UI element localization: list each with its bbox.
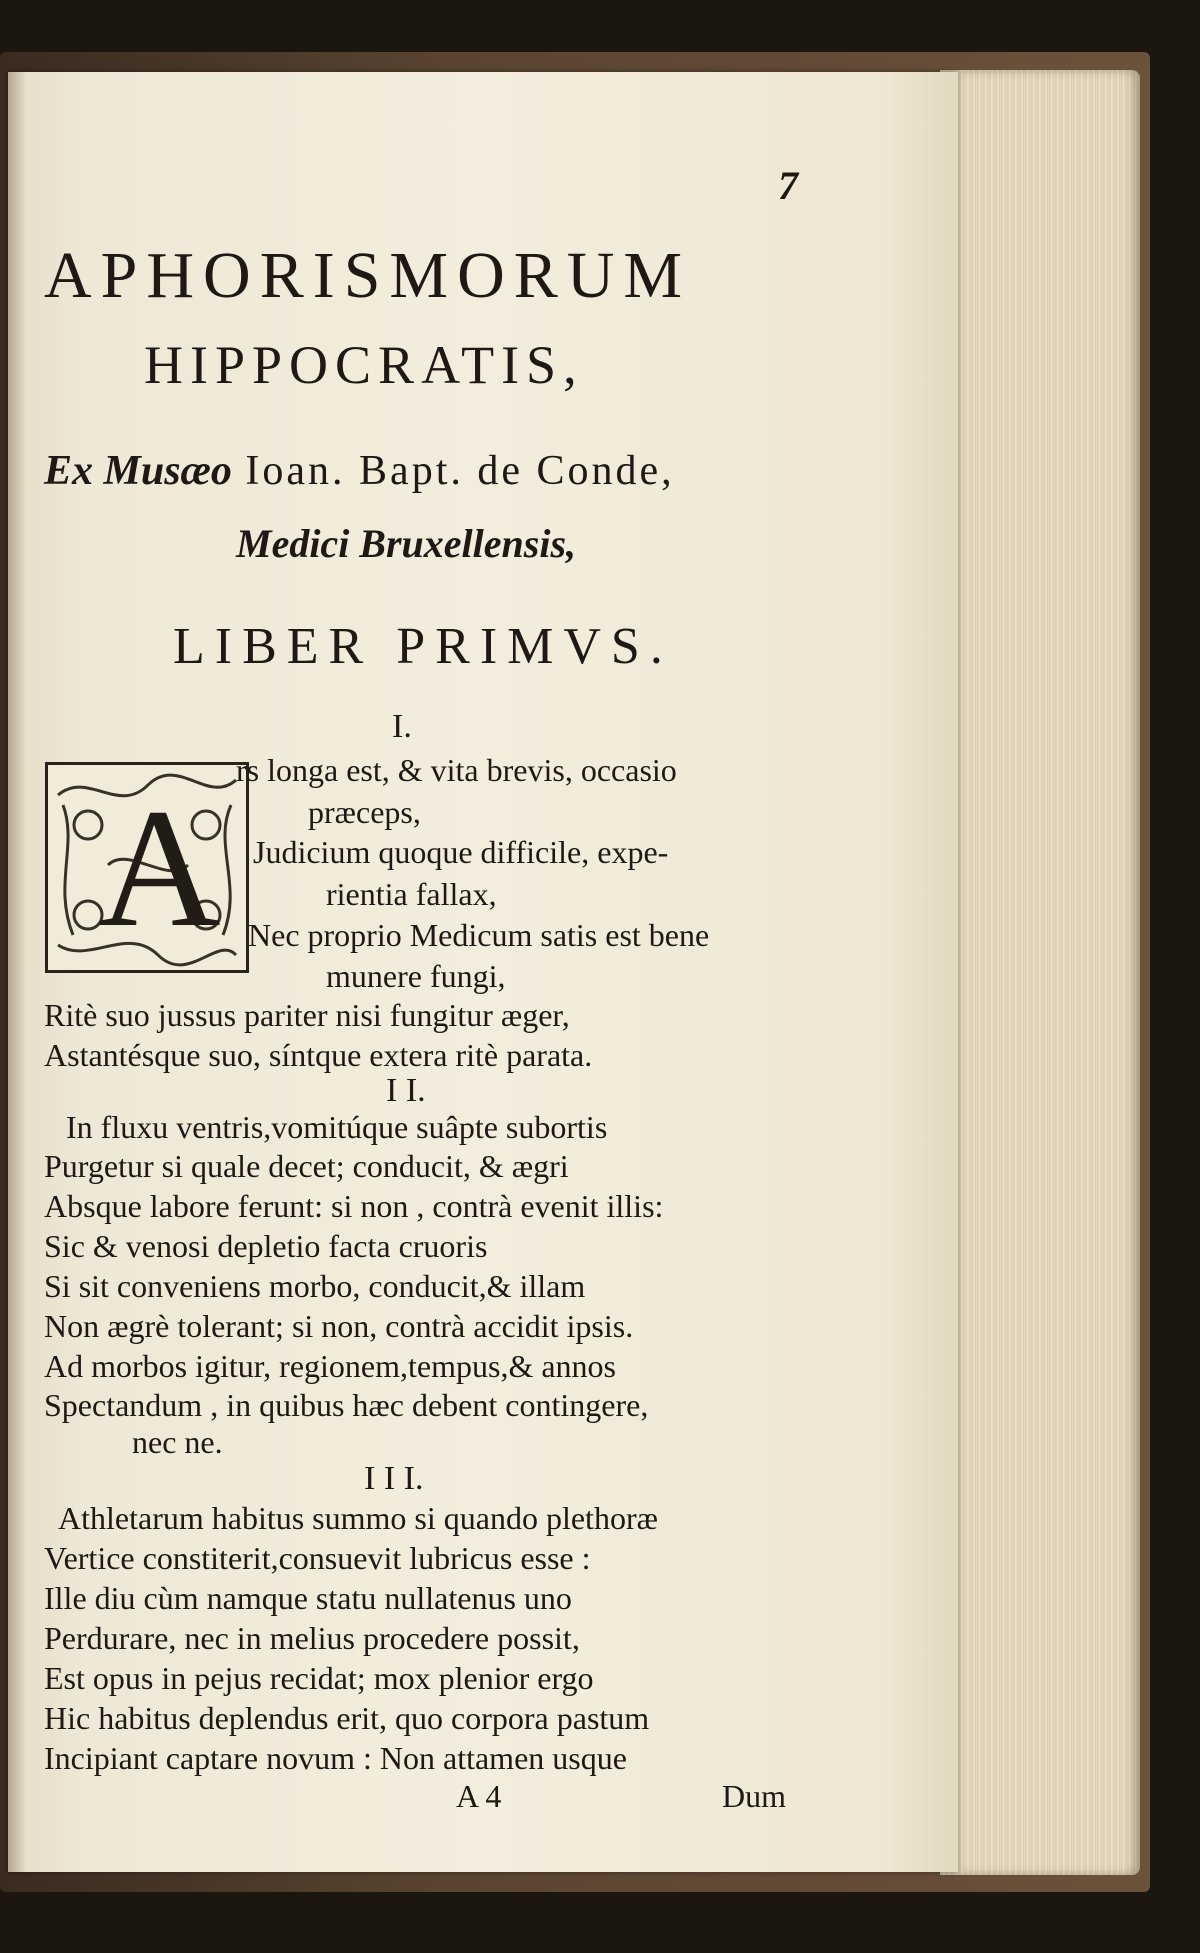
museum-name: Ioan. Bapt. de Conde, bbox=[245, 448, 675, 494]
page-number: 7 bbox=[778, 163, 798, 208]
text-line: Perdurare, nec in melius procedere possit, bbox=[44, 1620, 580, 1656]
catchword: Dum bbox=[722, 1778, 786, 1814]
physician-line: Medici Bruxellensis, bbox=[236, 521, 577, 566]
book-page bbox=[8, 72, 958, 1872]
section-numeral: I I I. bbox=[364, 1460, 424, 1497]
text-line: rs longa est, & vita brevis, occasio bbox=[236, 752, 677, 788]
text-line: munere fungi, bbox=[326, 958, 506, 994]
text-line: Astantésque suo, síntque extera ritè parata. bbox=[44, 1037, 593, 1073]
museum-prefix: Ex Musæo bbox=[44, 448, 232, 494]
text-line: Sic & venosi depletio facta cruoris bbox=[44, 1228, 488, 1264]
title-line-2: HIPPOCRATIS, bbox=[144, 335, 584, 395]
text-line: Nec proprio Medicum satis est bene bbox=[248, 917, 710, 953]
text-line: Est opus in pejus recidat; mox plenior ergo bbox=[44, 1660, 594, 1696]
book-title: LIBER PRIMVS. bbox=[173, 618, 673, 675]
text-line: nec ne. bbox=[132, 1424, 223, 1460]
text-line: Incipiant captare novum : Non attamen usque bbox=[44, 1740, 627, 1776]
text-line: præceps, bbox=[308, 794, 421, 830]
text-line: Ad morbos igitur, regionem,tempus,& annos bbox=[44, 1348, 616, 1384]
text-line: Non ægrè tolerant; si non, contrà accidit ipsis. bbox=[44, 1308, 634, 1344]
text-line: Hic habitus deplendus erit, quo corpora pastum bbox=[44, 1700, 650, 1736]
text-line: In fluxu ventris,vomitúque suâpte subortis bbox=[66, 1109, 608, 1145]
text-line: Si sit conveniens morbo, conducit,& illam bbox=[44, 1268, 586, 1304]
text-line: Spectandum , in quibus hæc debent contingere, bbox=[44, 1387, 649, 1423]
initial-letter: A bbox=[98, 774, 221, 962]
text-line: Vertice constiterit,consuevit lubricus esse : bbox=[44, 1540, 591, 1576]
text-line: Ille diu cùm namque statu nullatenus uno bbox=[44, 1580, 572, 1616]
text-line: Judicium quoque difficile, expe- bbox=[253, 834, 669, 870]
text-line: Athletarum habitus summo si quando plethoræ bbox=[58, 1500, 658, 1536]
section-numeral: I. bbox=[392, 708, 412, 745]
text-line: Purgetur si quale decet; conducit, & ægri bbox=[44, 1148, 569, 1184]
decorated-initial bbox=[45, 762, 249, 973]
text-line: rientia fallax, bbox=[326, 876, 497, 912]
text-line: Absque labore ferunt: si non , contrà evenit illis: bbox=[44, 1188, 664, 1224]
section-numeral: I I. bbox=[386, 1072, 426, 1109]
museum-line bbox=[44, 447, 675, 495]
text-line: Ritè suo jussus pariter nisi fungitur æger, bbox=[44, 997, 570, 1033]
signature-mark: A 4 bbox=[456, 1778, 502, 1814]
title-line-1: APHORISMORUM bbox=[44, 239, 692, 312]
page-edges bbox=[940, 70, 1140, 1875]
